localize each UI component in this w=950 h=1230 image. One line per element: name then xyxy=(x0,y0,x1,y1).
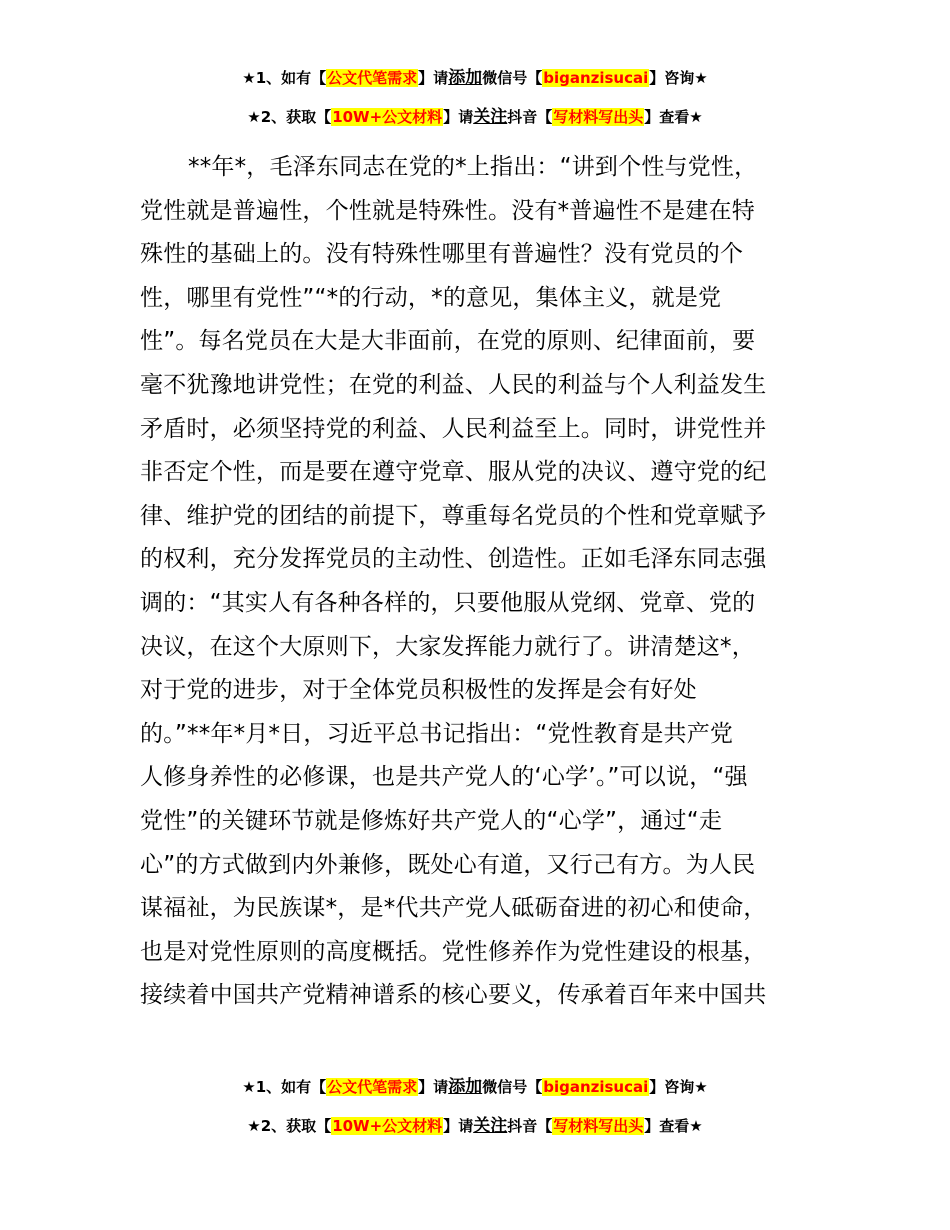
body-line: 党性”的关键环节就是修炼好共产党人的“心学”，通过“走 xyxy=(140,807,723,834)
body-line: 性”。每名党员在大是大非面前，在党的原则、纪律面前，要 xyxy=(140,328,756,355)
footer-promo-line-2 xyxy=(0,1115,950,1137)
promo-underline-follow: 关注 xyxy=(473,1116,508,1136)
body-line: 调的：“其实人有各种各样的，只要他服从党纲、党章、党的 xyxy=(140,589,756,616)
promo-text: 】请 xyxy=(443,1117,474,1135)
promo-text: 】请 xyxy=(418,1078,449,1096)
promo-highlight-wechat-id: biganzisucai xyxy=(543,1078,649,1096)
body-line: **年*，毛泽东同志在党的*上指出：“讲到个性与党性， xyxy=(188,154,758,180)
body-line: 律、维护党的团结的前提下，尊重每名党员的个性和党章赋予 xyxy=(140,502,767,529)
body-line: 的权利，充分发挥党员的主动性、创造性。正如毛泽东同志强 xyxy=(140,546,767,573)
promo-highlight-service: 公文代笔需求 xyxy=(327,1078,418,1096)
promo-suffix: 】咨询★ xyxy=(649,69,708,87)
promo-prefix: ★2、获取【 xyxy=(247,1117,332,1135)
body-line: 性，哪里有党性”“*的行动，*的意见，集体主义，就是党 xyxy=(140,284,722,311)
promo-suffix: 】查看★ xyxy=(644,108,703,126)
body-line: 谋福祉，为民族谋*，是*代共产党人砥砺奋进的初心和使命， xyxy=(140,895,767,922)
promo-suffix: 】咨询★ xyxy=(649,1078,708,1096)
header-promo-line-2 xyxy=(0,106,950,128)
promo-prefix: ★2、获取【 xyxy=(247,108,332,126)
promo-underline-add: 添加 xyxy=(448,68,483,88)
body-line: 人修身养性的必修课，也是共产党人的‘心学’。”可以说，“强 xyxy=(140,764,748,791)
promo-highlight-douyin-id: 写材料写出头 xyxy=(553,1117,644,1135)
promo-text: 】请 xyxy=(418,69,449,87)
promo-underline-add: 添加 xyxy=(448,1077,483,1097)
promo-text: 抖音【 xyxy=(507,108,553,126)
promo-text: 抖音【 xyxy=(507,1117,553,1135)
body-line: 也是对党性原则的高度概括。党性修养作为党性建设的根基， xyxy=(140,938,767,965)
promo-suffix: 】查看★ xyxy=(644,1117,703,1135)
promo-highlight-wechat-id: biganzisucai xyxy=(543,69,649,87)
body-line: 接续着中国共产党精神谱系的核心要义，传承着百年来中国共 xyxy=(140,982,767,1009)
document-body-paragraph xyxy=(140,146,812,1018)
footer-promo-line-1 xyxy=(0,1076,950,1098)
promo-text: 】请 xyxy=(443,108,474,126)
promo-text: 微信号【 xyxy=(482,1078,543,1096)
body-line: 的。”**年*月*日，习近平总书记指出：“党性教育是共产党 xyxy=(140,720,734,747)
body-line: 毫不犹豫地讲党性；在党的利益、人民的利益与个人利益发生 xyxy=(140,371,767,398)
promo-text: 微信号【 xyxy=(482,69,543,87)
body-line: 决议，在这个大原则下，大家发挥能力就行了。讲清楚这*， xyxy=(140,633,755,660)
header-promo-line-1 xyxy=(0,67,950,89)
promo-highlight-douyin-id: 写材料写出头 xyxy=(553,108,644,126)
promo-highlight-materials: 10W+公文材料 xyxy=(332,1117,443,1135)
promo-underline-follow: 关注 xyxy=(473,107,508,127)
body-line: 矛盾时，必须坚持党的利益、人民利益至上。同时，讲党性并 xyxy=(140,415,767,442)
body-line: 殊性的基础上的。没有特殊性哪里有普遍性？没有党员的个 xyxy=(140,241,744,268)
body-line: 非否定个性，而是要在遵守党章、服从党的决议、遵守党的纪 xyxy=(140,459,767,486)
promo-prefix: ★1、如有【 xyxy=(242,1078,327,1096)
promo-highlight-service: 公文代笔需求 xyxy=(327,69,418,87)
promo-prefix: ★1、如有【 xyxy=(242,69,327,87)
body-line: 党性就是普遍性，个性就是特殊性。没有*普遍性不是建在特 xyxy=(140,197,755,224)
body-line: 对于党的进步，对于全体党员积极性的发挥是会有好处 xyxy=(140,677,697,704)
body-line: 心”的方式做到内外兼修，既处心有道，又行己有方。为人民 xyxy=(140,851,756,878)
promo-highlight-materials: 10W+公文材料 xyxy=(332,108,443,126)
